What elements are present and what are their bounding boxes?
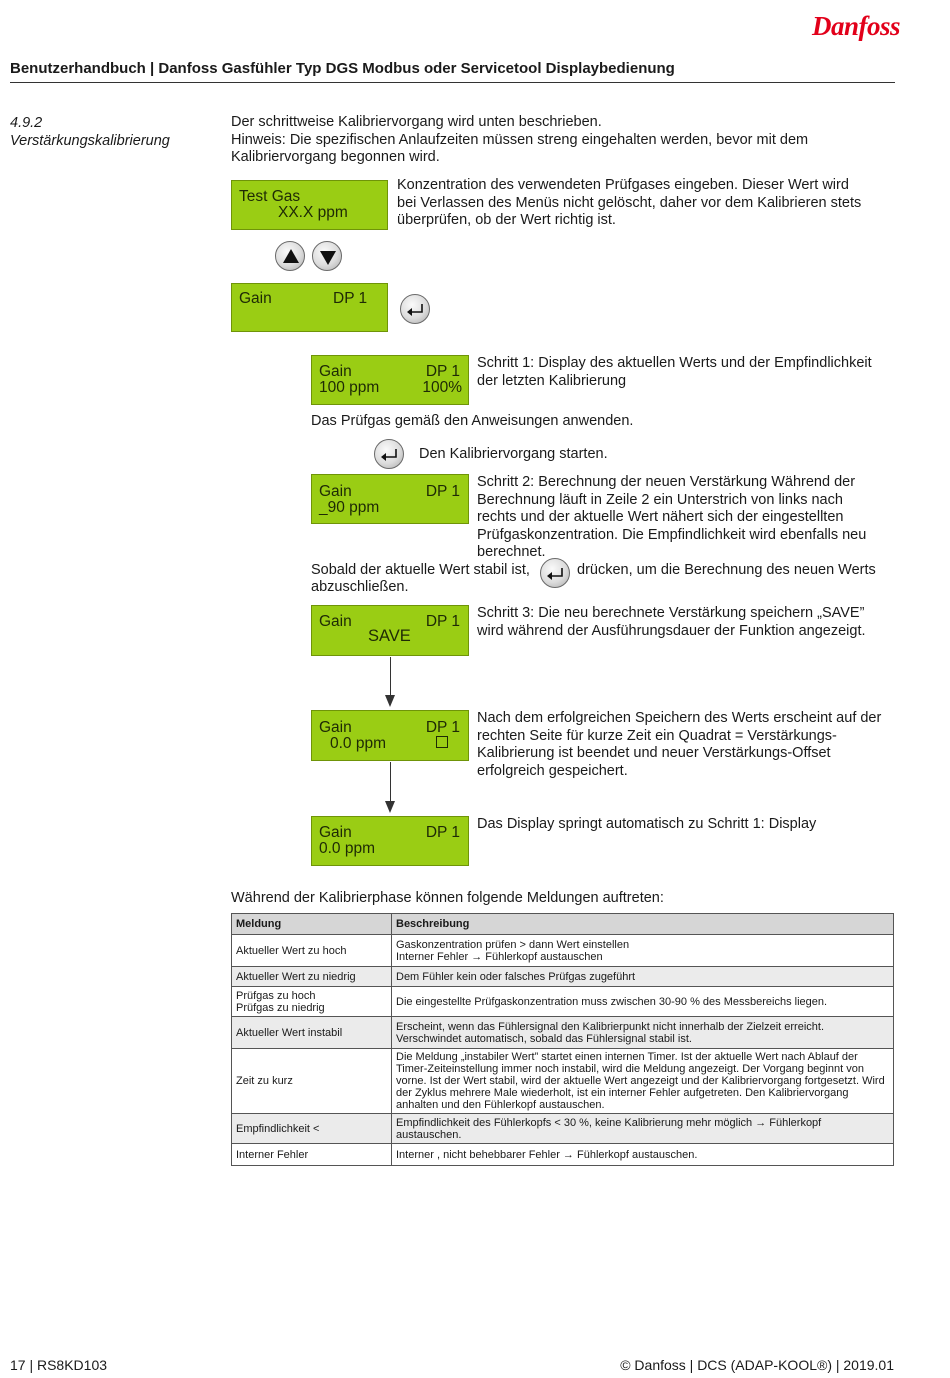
enter-icon bbox=[401, 295, 431, 325]
table-header-row bbox=[232, 914, 894, 935]
table-row bbox=[232, 1144, 894, 1166]
message-cell: Empfindlichkeit < bbox=[232, 1114, 392, 1144]
lcd-current-value: _90 ppm bbox=[319, 499, 380, 516]
message-cell: Interner Fehler bbox=[232, 1144, 392, 1166]
lcd-gain-label: Gain bbox=[239, 290, 272, 307]
enter-icon bbox=[541, 559, 571, 589]
table-row bbox=[232, 987, 894, 1017]
lcd-dp-label: DP 1 bbox=[425, 483, 460, 500]
lcd-gain-label: Gain bbox=[319, 363, 352, 380]
column-header: Meldung bbox=[232, 914, 392, 935]
description-cell: Empfindlichkeit des Fühlerkopfs < 30 %, keine Kalibrierung mehr möglich → Fühlerkopf austauschen. bbox=[392, 1114, 894, 1144]
table-intro: Während der Kalibrierphase können folgende Meldungen auftreten: bbox=[231, 890, 664, 906]
stable-text-part-3: abzuschließen. bbox=[311, 579, 409, 595]
lcd-gain-label: Gain bbox=[319, 719, 352, 736]
document-title: Benutzerhandbuch | Danfoss Gasfühler Typ DGS Modbus oder Servicetool Displaybedienung bbox=[10, 60, 675, 77]
copyright: © Danfoss | DCS (ADAP-KOOL®) | 2019.01 bbox=[620, 1357, 894, 1373]
messages-table bbox=[231, 913, 894, 1166]
step-1-description: Schritt 1: Display des aktuellen Werts und der Empfindlichkeit der letzten Kalibrierung bbox=[477, 355, 872, 389]
lcd-step-2 bbox=[311, 474, 469, 524]
table-row bbox=[232, 935, 894, 967]
step-3-description: Schritt 3: Die neu berechnete Verstärkung speichern „SAVE” wird während der Ausführungsdauer der Funktion angezeigt. bbox=[477, 605, 866, 639]
square-indicator-icon bbox=[436, 736, 448, 748]
table-row bbox=[232, 967, 894, 987]
lcd-current-value: 0.0 ppm bbox=[319, 840, 376, 857]
message-cell: Aktueller Wert instabil bbox=[232, 1017, 392, 1049]
down-button[interactable] bbox=[312, 241, 342, 271]
start-calibration-text: Den Kalibriervorgang starten. bbox=[419, 446, 608, 462]
lcd-saved bbox=[311, 710, 469, 761]
lcd-test-gas bbox=[231, 180, 388, 230]
intro-line-1: Der schrittweise Kalibriervorgang wird unten beschrieben. bbox=[231, 114, 602, 130]
lcd-current-value: 100 ppm bbox=[319, 379, 380, 396]
up-button[interactable] bbox=[275, 241, 305, 271]
down-arrow-icon bbox=[313, 242, 343, 272]
lcd-step-3 bbox=[311, 605, 469, 656]
enter-button-3[interactable] bbox=[540, 558, 570, 588]
description-cell: Die eingestellte Prüfgaskonzentration muss zwischen 30-90 % des Messbereichs liegen. bbox=[392, 987, 894, 1017]
lcd-dp-label: DP 1 bbox=[425, 613, 460, 630]
lcd-dp-label: DP 1 bbox=[333, 290, 368, 307]
lcd-dp-label: DP 1 bbox=[425, 824, 460, 841]
column-header: Beschreibung bbox=[392, 914, 894, 935]
lcd-step-1 bbox=[311, 355, 469, 405]
enter-button-1[interactable] bbox=[400, 294, 430, 324]
step-2-description: Schritt 2: Berechnung der neuen Verstärkung Während der Berechnung läuft in Zeile 2 ein Unterstrich von links nach rechts und der aktuelle Wert nähert sich der eingestellten Prüfgaskonzentration. Die Empfindlichkeit wird ebenfalls neu berechnet. bbox=[477, 474, 867, 560]
header-rule bbox=[10, 82, 895, 83]
test-gas-description: Konzentration des verwendeten Prüfgases eingeben. Dieser Wert wird bei Verlassen des Menüs nicht gelöscht, daher vor dem Kalibrieren stets überprüfen, ob der Wert richtig ist. bbox=[397, 177, 862, 228]
message-cell: Zeit zu kurz bbox=[232, 1049, 392, 1114]
table-row bbox=[232, 1017, 894, 1049]
apply-gas-instruction: Das Prüfgas gemäß den Anweisungen anwenden. bbox=[311, 413, 634, 429]
lcd-gain-label: Gain bbox=[319, 824, 352, 841]
lcd-dp-label: DP 1 bbox=[425, 363, 460, 380]
enter-button-2[interactable] bbox=[374, 439, 404, 469]
message-cell: Aktueller Wert zu hoch bbox=[232, 935, 392, 967]
lcd-line-2: XX.X ppm bbox=[278, 204, 348, 221]
final-description: Das Display springt automatisch zu Schritt 1: Display bbox=[477, 816, 817, 832]
lcd-dp-label: DP 1 bbox=[425, 719, 460, 736]
saved-description: Nach dem erfolgreichen Speichern des Werts erscheint auf der rechten Seite für kurze Zeit ein Quadrat = Verstärkungs-Kalibrierung ist beendet und neuer Verstärkungs-Offset erfolgreich gespeichert. bbox=[477, 710, 882, 779]
lcd-gain-menu bbox=[231, 283, 388, 332]
lcd-gain-label: Gain bbox=[319, 483, 352, 500]
section-number: 4.9.2 bbox=[10, 115, 43, 131]
page-number: 17 | RS8KD103 bbox=[10, 1357, 108, 1373]
message-cell: Prüfgas zu hoch Prüfgas zu niedrig bbox=[232, 987, 392, 1017]
lcd-gain-label: Gain bbox=[319, 613, 352, 630]
lcd-final bbox=[311, 816, 469, 866]
description-cell: Interner , nicht behebbarer Fehler → Fühlerkopf austauschen. bbox=[392, 1144, 894, 1166]
lcd-sensitivity: 100% bbox=[422, 379, 462, 396]
up-arrow-icon bbox=[276, 242, 306, 272]
table-row bbox=[232, 1114, 894, 1144]
description-cell: Gaskonzentration prüfen > dann Wert einstellen Interner Fehler → Fühlerkopf austauschen bbox=[392, 935, 894, 967]
stable-text-part-2: drücken, um die Berechnung des neuen Werts bbox=[577, 562, 876, 578]
stable-text-part-1: Sobald der aktuelle Wert stabil ist, bbox=[311, 562, 530, 578]
danfoss-logo: Danfoss bbox=[811, 11, 900, 41]
lcd-current-value: 0.0 ppm bbox=[330, 735, 387, 752]
intro-text bbox=[231, 114, 871, 167]
message-cell: Aktueller Wert zu niedrig bbox=[232, 967, 392, 987]
description-cell: Die Meldung „instabiler Wert” startet einen internen Timer. Ist der aktuelle Wert nach Ablauf der Timer-Zeiteinstellung immer noch instabil, wird die Meldung angezeigt. Der Vorgang beginnt von vorne. Ist der Wert stabil, wird der aktuelle Wert angezeigt und der Kalibriervorgang fortgesetzt. Wird der Zyklus mehrere Male wiederholt, ist ein interner Fehler aufgetreten. Den Kalibriervorgang anhalten und den Fühlerkopf austauschen. bbox=[392, 1049, 894, 1114]
intro-line-2: Hinweis: Die spezifischen Anlaufzeiten müssen streng eingehalten werden, bevor mit dem Kalibriervorgang begonnen wird. bbox=[231, 131, 809, 165]
lcd-save-text: SAVE bbox=[368, 627, 411, 645]
flow-arrow-2-head bbox=[385, 801, 395, 813]
enter-icon bbox=[375, 440, 405, 470]
description-cell: Dem Fühler kein oder falsches Prüfgas zugeführt bbox=[392, 967, 894, 987]
section-title: Verstärkungskalibrierung bbox=[10, 133, 170, 149]
description-cell: Erscheint, wenn das Fühlersignal den Kalibrierpunkt nicht innerhalb der Zielzeit erreicht. Verschwindet automatisch, sobald das Fühlersignal stabil ist. bbox=[392, 1017, 894, 1049]
table-row bbox=[232, 1049, 894, 1114]
flow-arrow-1-head bbox=[385, 695, 395, 707]
lcd-line-1: Test Gas bbox=[239, 188, 301, 205]
